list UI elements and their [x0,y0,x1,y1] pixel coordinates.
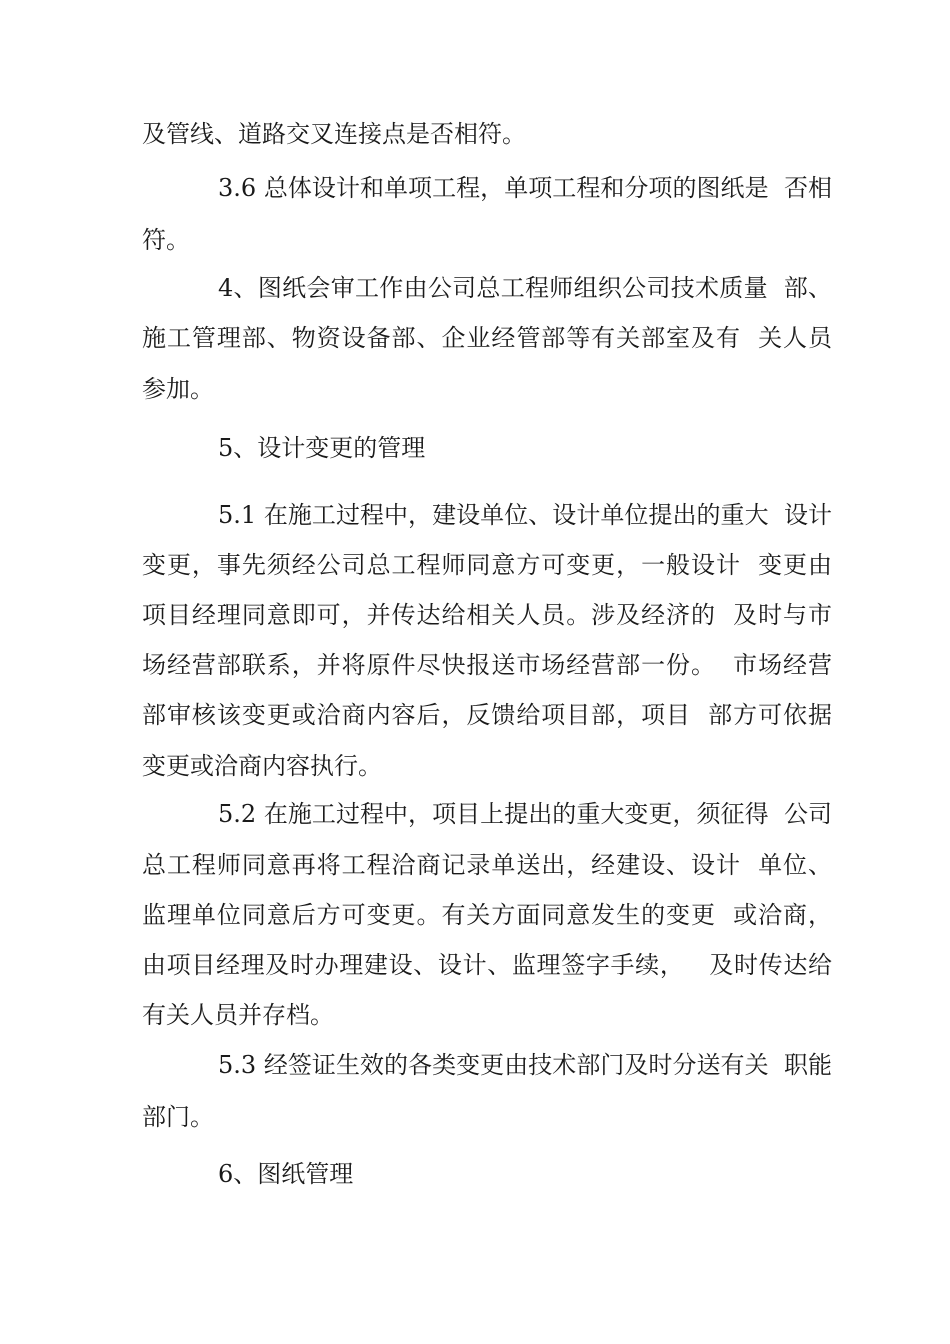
paragraph-line: 项目经理同意即可，并传达给相关人员。涉及经济的 及时与市 [142,601,832,629]
paragraph-line: 部审核该变更或洽商内容后，反馈给项目部，项目 部方可依据 [142,701,832,729]
paragraph-line: 符。 [142,226,190,254]
paragraph-line: 参加。 [142,375,214,403]
paragraph-line: 由项目经理及时办理建设、设计、监理签字手续， 及时传达给 [142,951,832,979]
paragraph-line: 监理单位同意后方可变更。有关方面同意发生的变更 或洽商， [142,901,832,929]
paragraph-line: 有关人员并存档。 [142,1001,334,1029]
paragraph-line: 场经营部联系，并将原件尽快报送市场经营部一份。 市场经营 [142,651,832,679]
section-heading: 6、图纸管理 [218,1160,354,1188]
paragraph-line: 变更，事先须经公司总工程师同意方可变更，一般设计 变更由 [142,551,832,579]
paragraph-line: 及管线、道路交叉连接点是否相符。 [142,120,526,148]
paragraph-line: 总工程师同意再将工程洽商记录单送出，经建设、设计 单位、 [142,851,832,879]
paragraph-line: 施工管理部、物资设备部、企业经管部等有关部室及有 关人员 [142,324,832,352]
section-heading: 5、设计变更的管理 [218,434,426,462]
paragraph-line: 5.3 经签证生效的各类变更由技术部门及时分送有关 职能 [218,1051,832,1079]
paragraph-line: 3.6 总体设计和单项工程，单项工程和分项的图纸是 否相 [218,174,832,202]
paragraph-line: 5.2 在施工过程中，项目上提出的重大变更，须征得 公司 [218,800,832,828]
paragraph-line: 变更或洽商内容执行。 [142,752,382,780]
paragraph-line: 部门。 [142,1103,214,1131]
paragraph-line: 4、图纸会审工作由公司总工程师组织公司技术质量 部、 [218,274,832,302]
paragraph-line: 5.1 在施工过程中，建设单位、设计单位提出的重大 设计 [218,501,832,529]
